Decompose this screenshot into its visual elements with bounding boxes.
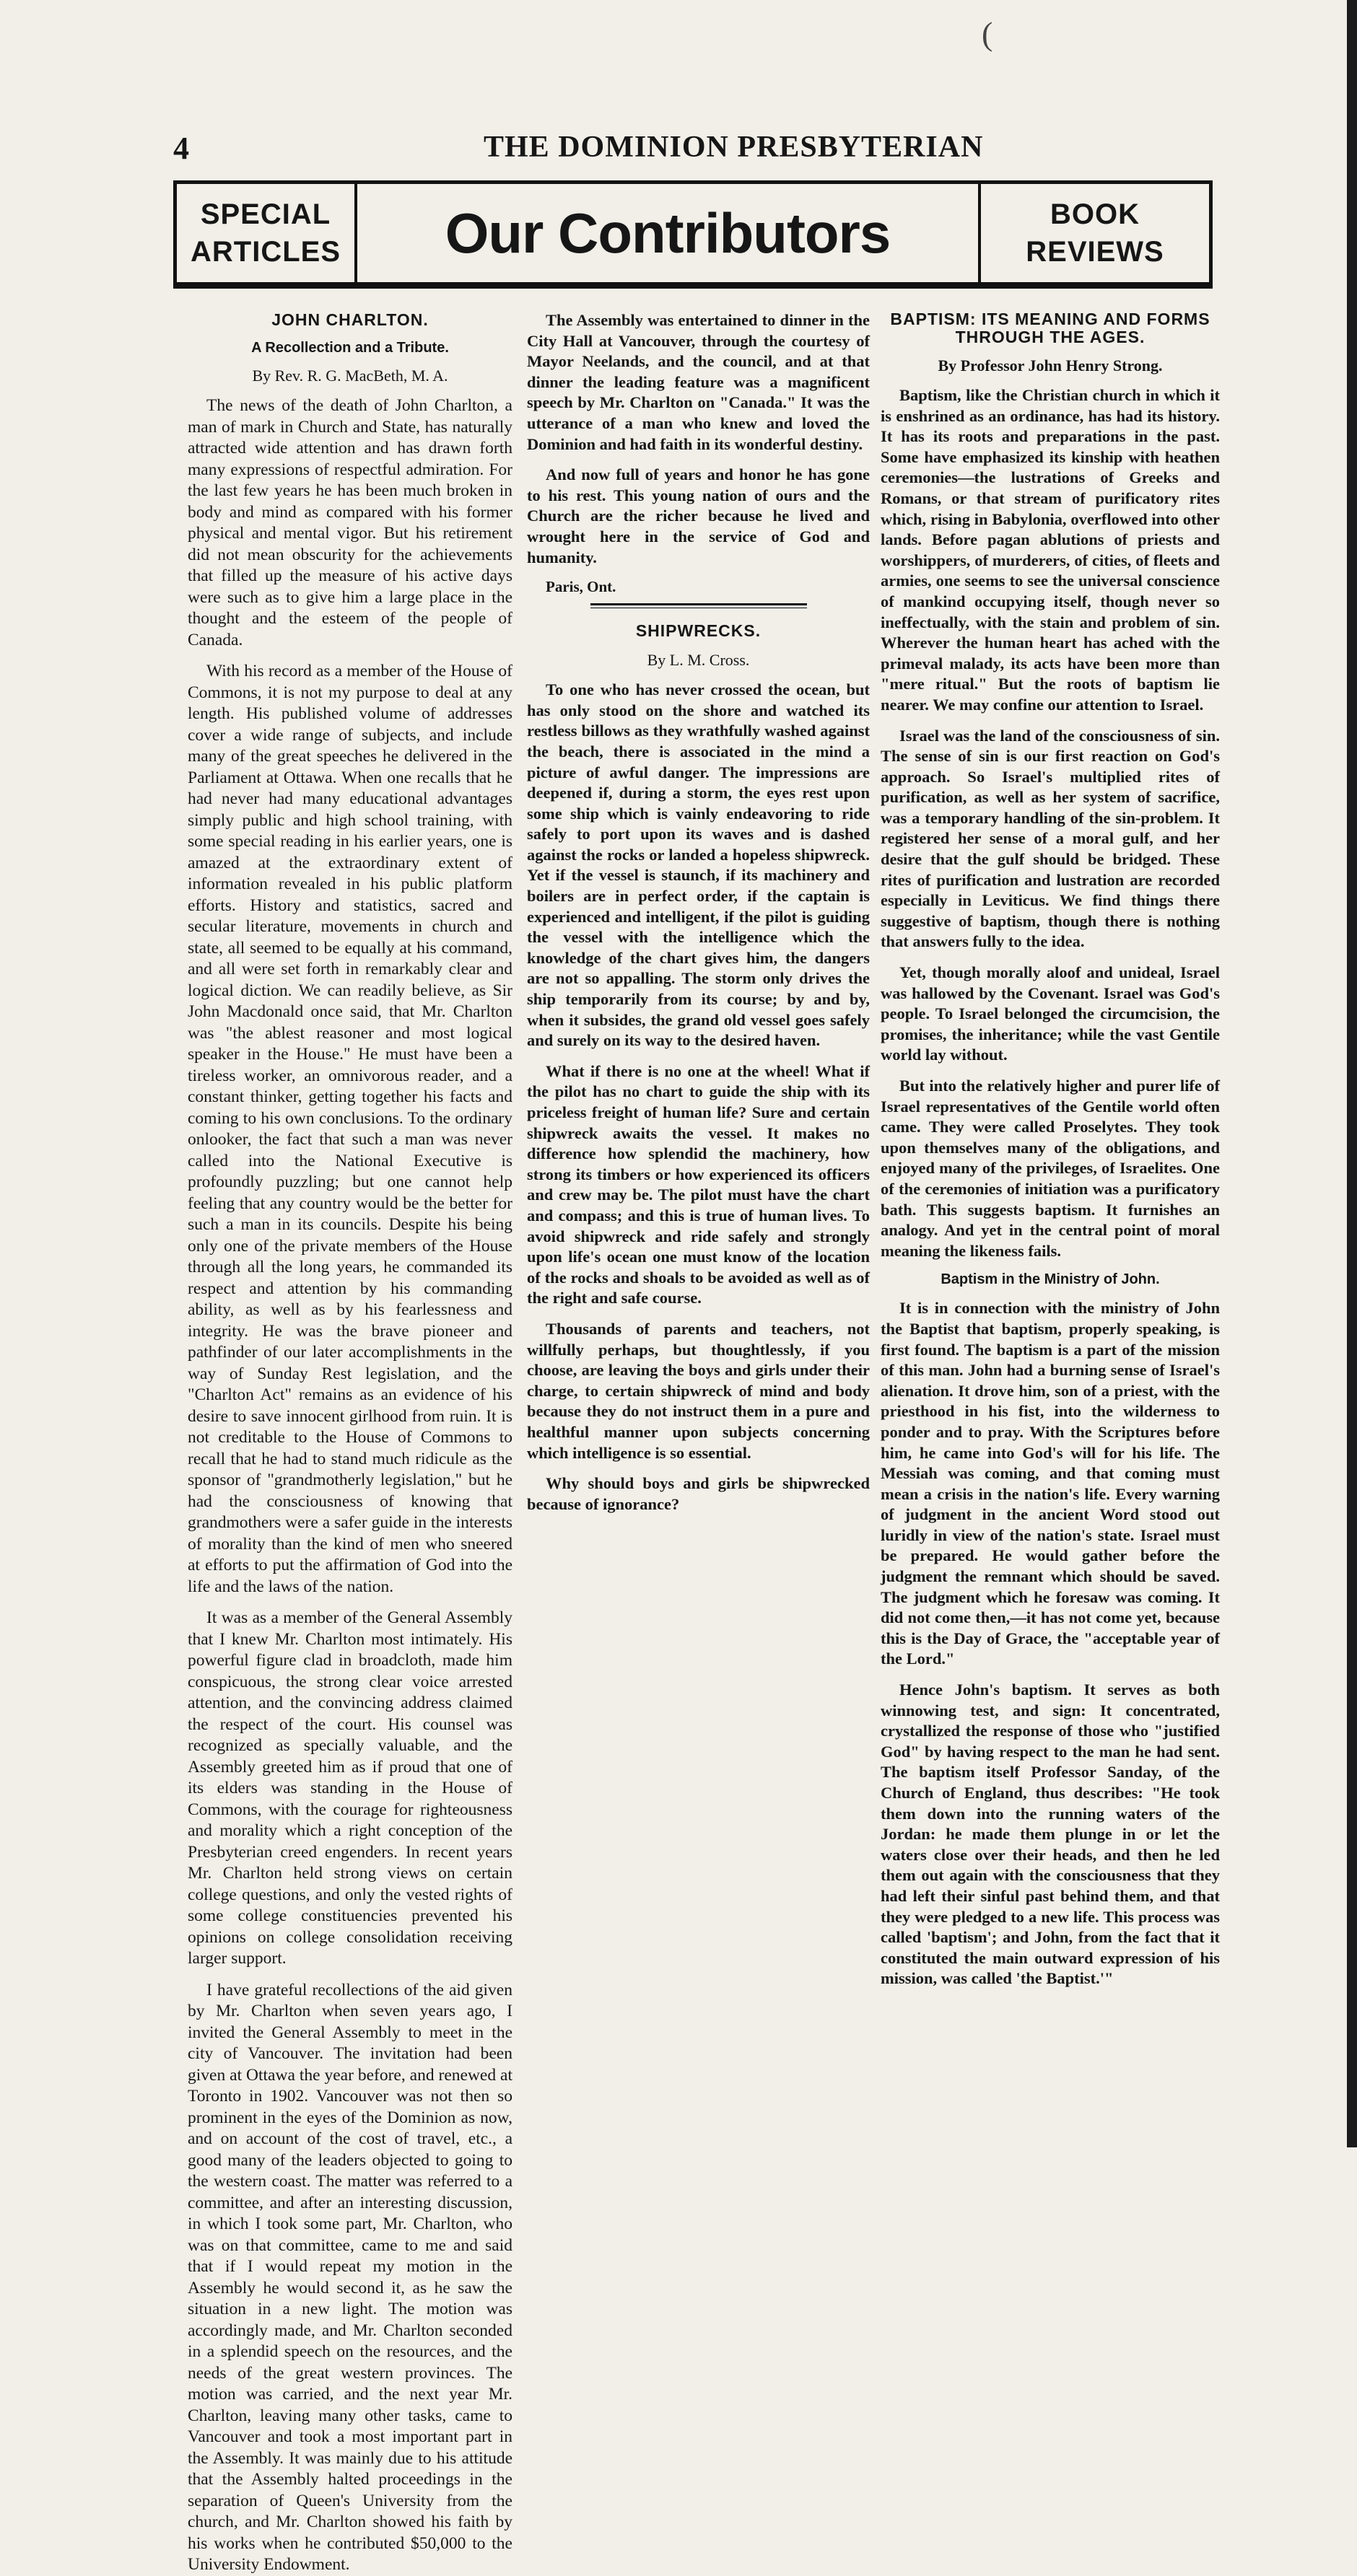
baptism-byline: By Professor John Henry Strong. [938,356,1163,374]
baptism-title: BAPTISM: ITS MEANING AND FORMS THROUGH THE AGES. [890,310,1210,346]
banner-right-line2: REVIEWS [1026,236,1164,268]
baptism-paragraph: But into the relatively higher and purer life of Israel representatives of the Gentile world often came. They were called Proselytes. They took upon themselves many of the obligations, and enjoyed many of the privileges, of Israelites. One of the ceremonies of initiation was a purificatory bath. This suggests baptism. It furnishes an analogy. And yet in the central point of moral meaning the likeness fails. [881,1077,1220,1260]
baptism-paragraph: Yet, though morally aloof and unideal, Israel was hallowed by the Covenant. Israel was God's people. To Israel belonged the circumcision, the promises, the inheritance; while the vast Gentile world lay without. [881,963,1220,1064]
shipwrecks-paragraph: What if there is no one at the wheel! What if the pilot has no chart to guide the ship with its priceless freight of human life? Sure and certain shipwreck awaits the vessel. It makes no difference how splendid the machinery, how strong its timbers or how experienced its officers and crew may be. The pilot must have the chart and compass; and this is true of human lives. To avoid shipwreck and ride safely and strongly upon life's ocean one must know of the location of the rocks and shoals to be avoided as well as of the right and safe course. [527,1061,870,1307]
page-number: 4 [173,131,189,166]
baptism-section-heading: Baptism in the Ministry of John. [941,1271,1160,1288]
baptism-paragraph: Hence John's baptism. It serves as both winnowing test, and sign: It concentrated, crystallized the response of those who "justified God" by having respect to the man he had sent. The baptism itself Professor Sanday, of the Church of England, thus describes: "He took them down into the running waters of the Jordan: he made them plunge in or let the waters close over their heads, and then he led them out again with the consciousness that they had left their sinful past behind them, and that they were pledged to a new life. This process was called 'baptism'; and John, from the fact that it constituted the main outward expression of his mission, was called 'the Baptist.'" [881,1681,1220,1988]
shipwrecks-paragraph: Why should boys and girls be shipwrecked because of ignorance? [527,1474,870,1513]
banner-right-line1: BOOK [1050,198,1140,230]
shipwrecks-paragraph: Thousands of parents and teachers, not willfully perhaps, but thoughtlessly, if you choose, are leaving the boys and girls under their charge, to certain shipwreck of mind and body because they do not instruct them in a pure and healthful manner upon subjects concerning which intelligence is so essential. [527,1319,870,1462]
charlton-paragraph: The Assembly was entertained to dinner in the City Hall at Vancouver, through the courtesy of Mayor Neelands, and the council, and at that dinner the leading feature was a magnificent speech by Mr. Charlton on "Canada." It was the utterance of a man who knew and loved the Dominion and had faith in its wonderful destiny. [527,311,870,453]
charlton-paragraph: And now full of years and honor he has gone to his rest. This young nation of ours and the Church are the richer because he lived and wrought here in the service of God and humanity. [527,465,870,566]
charlton-paragraph: It was as a member of the General Assembly that I knew Mr. Charlton most intimately. His powerful figure clad in broadcloth, made him conspicuous, the strong clear voice arrested attention, and the convincing address claimed the respect of the court. His counsel was recognized as specially valuable, and the Assembly greeted him as if proud that one of its elders was standing in the House of Commons, with the courage for righteousness and morality which a right conception of the Presbyterian creed engenders. In recent years Mr. Charlton held strong views on certain college questions, and only the vested rights of some college constituencies prevented his opinions on college consolidation receiving larger support. [188,1608,512,1968]
shipwrecks-byline: By L. M. Cross. [647,651,750,670]
shipwrecks-title: SHIPWRECKS. [635,621,762,641]
banner-title: Our Contributors [445,201,891,265]
shipwrecks-paragraph: To one who has never crossed the ocean, but has only stood on the shore and watched its restless billows as they wrathfully washed against the beach, there is associated in the mind a picture of awful danger. The impressions are deepened if, during a storm, the eyes rest upon some ship which is vainly endeavoring to ride safely to port upon its waves and is dashed against the rocks or landed a hopeless shipwreck. Yet if the vessel is staunch, if its machinery and boilers are in perfect order, if the captain is experienced and intelligent, if the pilot is guiding the vessel with the intelligence which the knowledge of the chart gives him, the dangers are not so appalling. The storm only drives the ship temporarily from its course; by and by, when it subsides, the grand old vessel goes safely and surely on its way to the desired haven. [527,680,870,1050]
charlton-subtitle: A Recollection and a Tribute. [251,340,449,356]
baptism-paragraph: It is in connection with the ministry of John the Baptist that baptism, properly speaking, is first found. The baptism is a part of the mission of this man. John had a burning sense of Israel's alienation. It drove him, son of a priest, with the priesthood in his fist, into the wilderness to ponder and to pray. With the Scriptures before him, he came into God's will for his life. The Messiah was coming, and that coming must mean a crisis in the nation's life. Every warning of judgment in the ancient Word stood out luridly in view of the nation's state. Israel must be prepared. He would gather before the judgment the remnant which should be saved. The judgment which he foresaw was coming. It did not come then,—it has not come yet, because this is the Day of Grace, the "acceptable year of the Lord." [881,1299,1220,1668]
banner-left-line1: SPECIAL [200,198,331,230]
page-header [173,130,1213,176]
baptism-paragraph: Baptism, like the Christian church in which it is enshrined as an ordinance, has had its history. It has its roots and preparations in the past. Some have emphasized its kinship with heathen ceremonies—the lustrations of Greeks and Romans, or that stream of purificatory rites which, rising in Babylonia, overflowed into other lands. Before pagan ablutions of priests and worshippers, of murderers, of cities, of fleets and armies, one seems to see the universal conscience of mankind occupying itself, though never so ineffectually, with the stain and problem of sin. Wherever the human heart has ached with the primeval malady, its acts have been more than "mere ritual." But the roots of baptism lie nearer. We may confine our attention to Israel. [881,386,1220,714]
charlton-paragraph: With his record as a member of the House of Commons, it is not my purpose to deal at any length. His published volume of addresses cover a wide range of subjects, and include many of the great speeches he delivered in the Parliament at Ottawa. When one recalls that he had never had many educational advantages simply public and high school training, with some special reading in his earlier years, one is amazed at the extraordinary extent of information revealed in his public platform efforts. History and statistics, sacred and secular literature, movements in church and state, all seemed to be equally at his command, and all were set forth in remarkably clear and logical diction. We can readily believe, as Sir John Macdonald once said, that Mr. Charlton was "the ablest reasoner and most logical speaker in the House." He must have been a tireless worker, an omnivorous reader, and a constant thinker, getting together his facts and coming to his own conclusions. To the ordinary onlooker, the fact that such a man was never called into the National Executive is profoundly puzzling; but one cannot help feeling that any country would be the better for such a man in its councils. Despite his being only one of the private members of the House through all the long years, he commanded its respect and attention by his commanding ability, as well as by his fearlessness and integrity. He was the brave pioneer and pathfinder of our later accomplishments in the way of Sunday Rest legislation, and the "Charlton Act" remains as an evidence of his desire to save innocent girlhood from ruin. It is not creditable to the House of Commons to recall that he had to stand much ridicule as the sponsor of "grandmotherly legislation," but he had the consciousness of knowing that grandmothers were a safer guide in the interests of morality than the kind of men who sneered at efforts to put the affirmation of God into the life and the laws of the nation. [188,662,512,1596]
banner-book-reviews [978,184,1209,282]
charlton-paragraph: I have grateful recollections of the aid given by Mr. Charlton when seven years ago, I invited the General Assembly to meet in the city of Vancouver. The invitation had been given at Ottawa the year before, and renewed at Toronto in 1902. Vancouver was not then so prominent in the eyes of the Dominion as now, and on account of the cost of travel, etc., a good many of the leaders objected to going to the western coast. The matter was referred to a committee, and after an interesting discussion, in which I took some part, Mr. Charlton, who was on that committee, came to me and said that if I would repeat my motion in the Assembly he would second it, as he saw the situation in a new light. The motion was accordingly made, and Mr. Charlton seconded in a splendid speech on the resources, and the needs of the great western provinces. The motion was carried, and the next year Mr. Charlton, leaving many other tasks, came to Vancouver and took a most important part in the Assembly. It was mainly due to his attitude that the Assembly halted proceedings in the separation of Queen's University from the church, and Mr. Charlton showed his faith by his works when he contributed $50,000 to the University Endowment. [188,1980,512,2574]
scan-dark-edge [1347,0,1357,2147]
section-banner [173,180,1213,289]
column-1 [188,310,512,2574]
scan-stray-mark: ( [982,15,993,52]
charlton-signoff: Paris, Ont. [546,578,616,596]
banner-special-articles [177,184,357,282]
banner-left-line2: ARTICLES [191,236,341,268]
column-3 [881,310,1220,2114]
charlton-paragraph: The news of the death of John Charlton, a man of mark in Church and State, has naturally attracted wide attention and has drawn forth many expressions of respectful admiration. For the last few years he has been much broken in body and mind as compared with his former physical and mental vigor. But his retirement did not mean obscurity for the achievements that filled up the measure of his active days were such as to give him a large place in the thought and the esteem of the people of Canada. [188,396,512,649]
article-divider [590,603,807,608]
publication-title: THE DOMINION PRESBYTERIAN [484,131,984,164]
charlton-title: JOHN CHARLTON. [271,310,429,329]
charlton-byline: By Rev. R. G. MacBeth, M. A. [252,367,448,385]
column-2 [527,310,870,2114]
baptism-paragraph: Israel was the land of the consciousness of sin. The sense of sin is our first reaction on God's approach. So Israel's multiplied rites of purification, as well as her system of sacrifice, was a temporary handling of the sin-problem. It registered her sense of a moral gulf, and her desire that the gulf should be bridged. These rites of purification and lustration are recorded especially in Leviticus. We find things there suggestive of baptism, though there is nothing that answers fully to the idea. [881,726,1220,951]
